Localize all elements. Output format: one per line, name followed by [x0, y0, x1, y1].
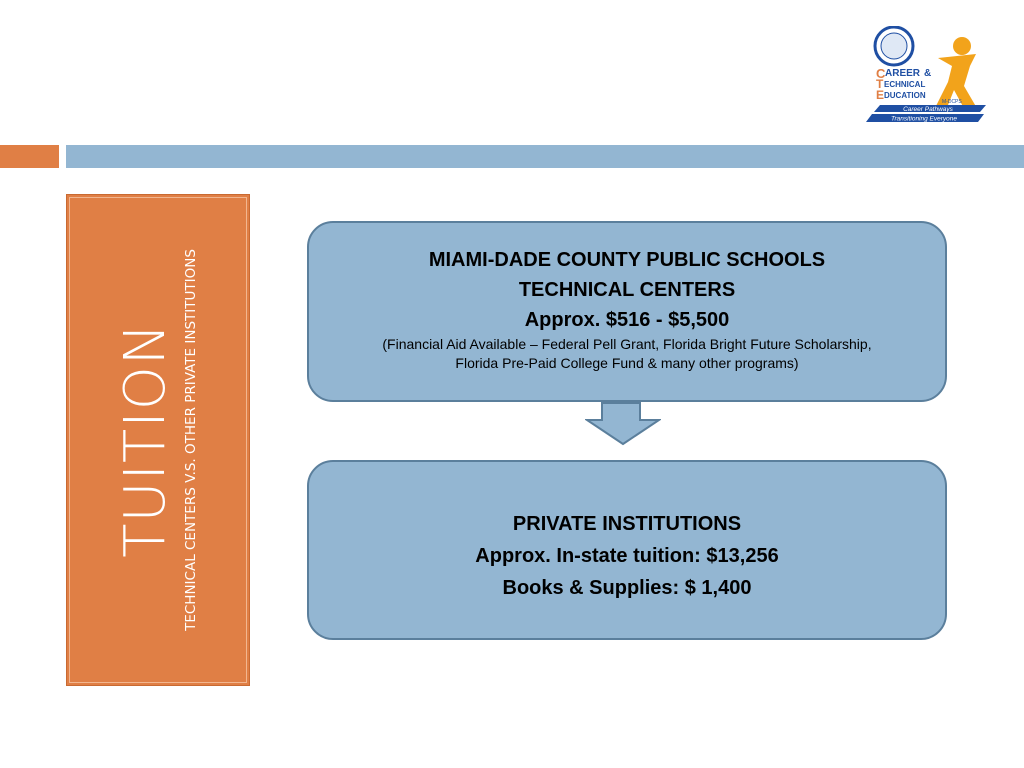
public-schools-line1: MIAMI-DADE COUNTY PUBLIC SCHOOLS — [428, 248, 826, 271]
logo-initial-c: C — [876, 66, 886, 81]
private-institutions-title: PRIVATE INSTITUTIONS — [512, 513, 742, 535]
financial-aid-note-line2: Florida Pre-Paid College Fund & many other programs) — [455, 354, 799, 371]
logo-line2: ECHNICAL — [884, 80, 926, 89]
financial-aid-note-line1: (Financial Aid Available – Federal Pell Grant, Florida Bright Future Scholarship, — [382, 335, 872, 352]
public-schools-box — [307, 221, 947, 402]
logo-initial-e: E — [876, 88, 885, 102]
career-technical-education-logo — [866, 26, 990, 128]
logo-tag: M-DCPS — [942, 99, 962, 105]
logo-banner1: Career Pathways — [903, 106, 953, 113]
header-bar-orange — [0, 145, 59, 168]
title-rotated-group — [98, 200, 218, 680]
private-tuition: Approx. In-state tuition: $13,256 — [475, 545, 779, 567]
logo-banner2: Transitioning Everyone — [891, 115, 957, 123]
logo-line1: AREER — [885, 68, 921, 79]
private-institutions-box — [307, 460, 947, 640]
slide-title: TUITION — [113, 322, 178, 558]
header-bar-blue — [66, 145, 1024, 168]
title-panel — [66, 194, 250, 686]
down-arrow-icon — [585, 402, 661, 446]
logo-amp: & — [924, 68, 932, 79]
public-schools-cost: Approx. $516 - $5,500 — [524, 308, 730, 331]
slide-subtitle: TECHNICAL CENTERS V.S. OTHER PRIVATE INSTITUTIONS — [183, 249, 199, 631]
logo-line3: DUCATION — [884, 91, 926, 100]
person-head-icon — [953, 37, 971, 55]
logo-initial-t: T — [876, 77, 884, 91]
public-schools-line2: TECHNICAL CENTERS — [518, 278, 736, 301]
private-books-supplies: Books & Supplies: $ 1,400 — [502, 577, 752, 599]
